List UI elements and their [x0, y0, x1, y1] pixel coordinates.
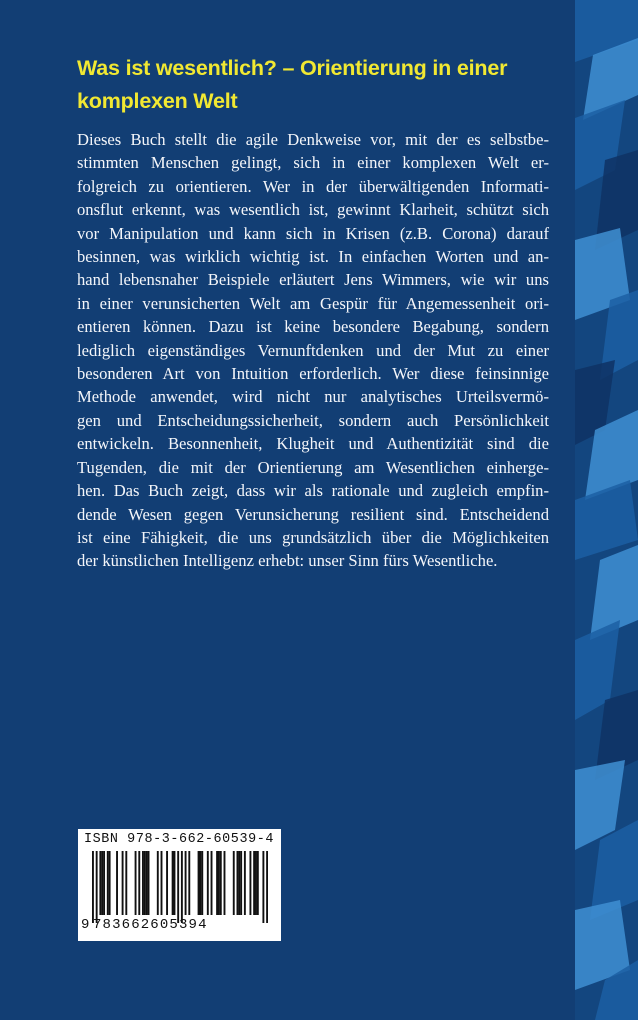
barcode-bar [103, 851, 105, 915]
headline-line: Was ist wesentlich? – Orientierung in einer [77, 56, 508, 80]
barcode-bar [116, 851, 118, 915]
blurb-line: der künstlichen Intelligenz erhebt: unser Sinn fürs Wesentliche. [77, 551, 498, 571]
blurb-line: besinnen, was wirklich wichtig ist. In einfachen Worten und an- [77, 247, 549, 267]
blurb-line: entwickeln. Besonnenheit, Klugheit und Authentizität sind die [77, 434, 549, 454]
barcode-bar [255, 851, 257, 915]
barcode-bar [257, 851, 259, 915]
blurb-line: dende Wesen gegen Verunsicherung resilient sind. Entscheidend [77, 504, 549, 524]
blurb-line: folgreich zu orientieren. Wer in der überwältigenden Informati- [77, 176, 549, 196]
barcode-bar [174, 851, 176, 915]
barcode-bar [207, 851, 209, 915]
barcode-bar [237, 851, 239, 915]
ean-digits: 783662605394 [93, 917, 208, 933]
barcode-bar [253, 851, 255, 915]
barcode-bar [135, 851, 137, 915]
blurb-line: hen. Das Buch zeigt, dass wir als rationale und zugleich empfin- [77, 481, 549, 501]
blurb-line: Methode anwendet, wird nicht nur analytisches Urteilsvermö- [77, 387, 549, 407]
blurb-line: Dieses Buch stellt die agile Denkweise vor, mit der es selbstbe- [77, 130, 549, 149]
barcode-bar [201, 851, 203, 915]
decorative-pattern-strip [575, 0, 638, 1020]
blurb-line: ist eine Fähigkeit, die uns grundsätzlich über die Möglichkeiten [77, 527, 549, 547]
barcode-bar [92, 851, 94, 923]
barcode-bar [188, 851, 190, 915]
barcode-bar [107, 851, 109, 915]
pattern-graphic [575, 0, 638, 1020]
ean-first-digit: 9 [81, 917, 90, 933]
blurb-line: gen und Entscheidungssicherheit, sondern auch Persönlichkeit [77, 410, 549, 430]
barcode-bar [101, 851, 103, 915]
blurb-line: lediglich eigenständiges Vernunftdenken und der Mut zu einer [77, 340, 549, 360]
barcode-bar [249, 851, 251, 915]
barcode-bar [142, 851, 144, 915]
barcode-bar [211, 851, 213, 915]
blurb-line: entieren können. Dazu ist keine besondere Begabung, sondern [77, 317, 549, 337]
barcode-bar [109, 851, 111, 915]
blurb-line: besonderen Art von Intuition erforderlich. Wer diese feinsinnige [77, 364, 549, 384]
blurb-line: onsflut erkennt, was wesentlich ist, gewinnt Klarheit, schützt sich [77, 200, 549, 220]
barcode-bar [146, 851, 148, 915]
barcode-bar [166, 851, 168, 915]
blurb-line: vor Manipulation und kann sich in Krisen (z.B. Corona) darauf [77, 223, 549, 243]
barcode-bar [199, 851, 201, 915]
headline-line: komplexen Welt [77, 89, 238, 113]
blurb-line: in einer verunsicherten Welt am Gespür für Angemessenheit ori- [77, 293, 549, 313]
barcode-bar [157, 851, 159, 915]
barcode-bar [138, 851, 140, 915]
blurb-line: hand lebensnaher Beispiele erläutert Jens Wimmers, wie wir uns [77, 270, 549, 290]
barcode-bar [185, 851, 187, 915]
barcode-bar [144, 851, 146, 915]
barcode-bar [244, 851, 246, 915]
barcode-bar [96, 851, 98, 923]
barcode-bar [238, 851, 240, 915]
barcode-bar [266, 851, 268, 923]
barcode-bar [198, 851, 200, 915]
isbn-barcode [78, 829, 281, 941]
barcode-bar [218, 851, 220, 915]
blurb-line: stimmten Menschen gelingt, sich in einer komplexen Welt er- [77, 153, 549, 173]
barcode-bar [220, 851, 222, 915]
headline [77, 52, 557, 118]
barcode-bar [216, 851, 218, 915]
pattern-shape [575, 480, 638, 560]
barcode-bar [177, 851, 179, 923]
barcode-bar [172, 851, 174, 915]
barcode-bar [125, 851, 127, 915]
barcode-bar [181, 851, 183, 923]
barcode-bar [122, 851, 124, 915]
barcode-bar [148, 851, 150, 915]
barcode-bar [161, 851, 163, 915]
barcode-bar [233, 851, 235, 915]
barcode-bar [240, 851, 242, 915]
barcode-bar [262, 851, 264, 923]
barcode-bar [224, 851, 226, 915]
barcode-bar [99, 851, 101, 915]
blurb-text [77, 128, 549, 573]
blurb-line: Tugenden, die mit der Orientierung am Wesentlichen einherge- [77, 457, 549, 477]
isbn-label: ISBN 978-3-662-60539-4 [84, 832, 274, 847]
